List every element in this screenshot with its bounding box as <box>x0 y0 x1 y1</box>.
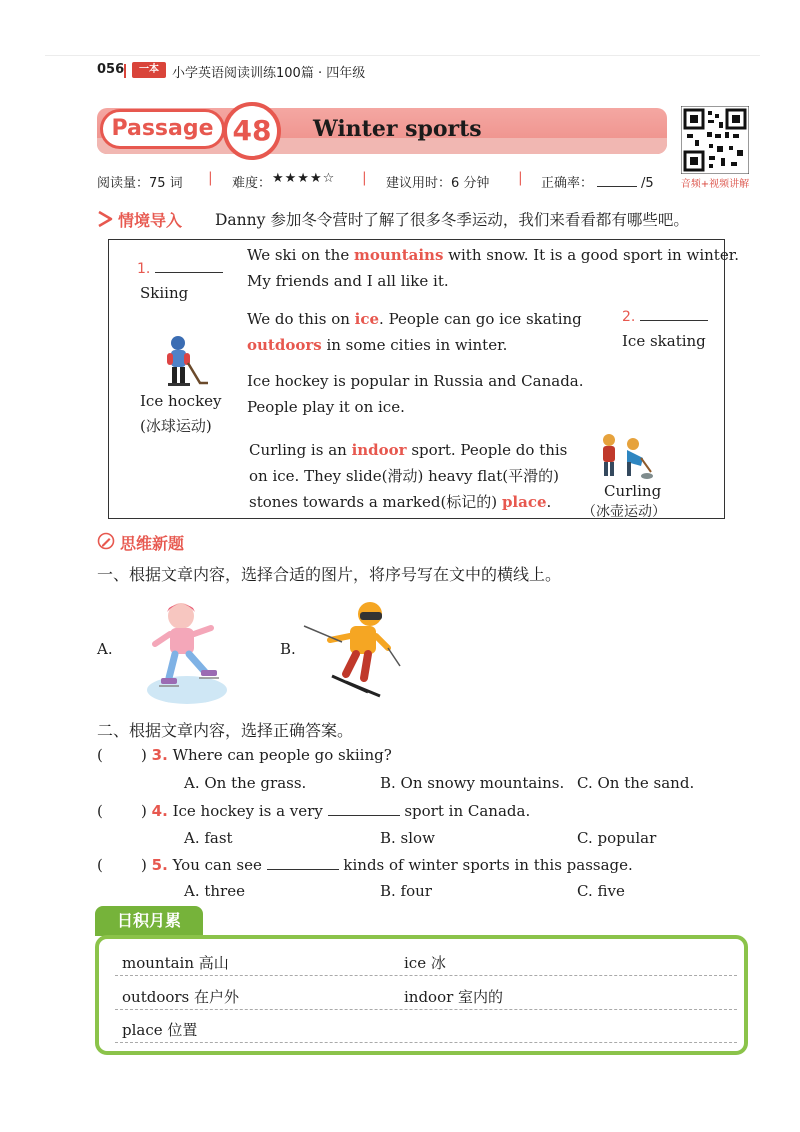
ice-hockey-chinese: (冰球运动) <box>140 417 212 435</box>
question-4-number: 4. <box>151 802 168 820</box>
question-4-text-b: sport in Canada. <box>399 802 531 820</box>
header-bar <box>124 64 126 78</box>
play-arrow-icon <box>97 210 113 228</box>
p4-line3-b: . <box>546 493 552 511</box>
q4-option-b: B. slow <box>380 829 435 847</box>
question-3 <box>97 746 392 764</box>
question-5 <box>97 855 633 874</box>
blank-2-number: 2. <box>622 309 636 325</box>
question-5-blank[interactable] <box>267 855 339 870</box>
question-5-text-b: kinds of winter sports in this passage. <box>338 856 633 874</box>
meta-separator: | <box>518 170 523 186</box>
vocab-word: outdoors 在户外 <box>122 988 240 1006</box>
meta-separator: | <box>362 170 367 186</box>
p3-line2: People play it on ice. <box>247 398 405 416</box>
question-5-number: 5. <box>151 856 168 874</box>
intro-heading: 情境导入 <box>118 211 183 230</box>
p4-line3-a: stones towards a marked(标记的) <box>249 493 502 511</box>
p4-text-a: Curling is an <box>249 441 352 459</box>
qr-caption: 音频+视频讲解 <box>680 179 750 190</box>
skier-illustration <box>302 596 402 700</box>
blank-1 <box>137 258 223 277</box>
brand-logo: 一本 <box>132 62 166 78</box>
picture-a-label: A. <box>97 640 113 658</box>
curling-chinese: （冰壶运动） <box>582 504 666 520</box>
vocab-word: indoor 室内的 <box>404 988 504 1006</box>
difficulty-label: 难度： <box>232 176 272 191</box>
thinking-heading: 思维新题 <box>120 534 185 553</box>
answer-bracket-5[interactable]: ( ) <box>97 856 147 874</box>
vocab-divider <box>115 1042 737 1043</box>
vocab-divider <box>115 1009 737 1010</box>
vocab-divider <box>115 975 737 976</box>
blank-1-number: 1. <box>137 261 151 277</box>
p2-text-a: We do this on <box>247 310 355 328</box>
q4-option-a: A. fast <box>184 829 233 847</box>
question-4 <box>97 801 530 820</box>
intro-text: Danny 参加冬令营时了解了很多冬季运动，我们来看看都有哪些吧。 <box>215 211 689 229</box>
question-5-text-a: You can see <box>172 856 267 874</box>
paragraph-curling <box>249 437 567 515</box>
curling-label: Curling <box>604 482 662 500</box>
vocab-heading: 日积月累 <box>95 906 203 936</box>
q3-option-a: A. On the grass. <box>184 774 307 792</box>
question-3-number: 3. <box>151 746 168 764</box>
p2-highlight-2: outdoors <box>247 336 322 354</box>
p4-highlight-2: place <box>501 493 547 511</box>
book-title: 小学英语阅读训练100篇 · 四年级 <box>172 66 366 81</box>
vocab-word: mountain 高山 <box>122 954 229 972</box>
ice-hockey-label: Ice hockey <box>140 392 222 410</box>
p1-text-a: We ski on the <box>247 246 354 264</box>
pencil-circle-icon <box>97 532 115 550</box>
skiing-label: Skiing <box>140 284 189 302</box>
question-4-text-a: Ice hockey is a very <box>172 802 328 820</box>
question-3-text: Where can people go skiing? <box>172 746 392 764</box>
top-divider <box>45 55 760 56</box>
difficulty-stars: ★★★★☆ <box>272 171 336 186</box>
p2-highlight-1: ice <box>354 310 380 328</box>
question-4-blank[interactable] <box>328 801 400 816</box>
q3-option-c: C. On the sand. <box>577 774 695 792</box>
accuracy-blank[interactable] <box>597 174 637 187</box>
curling-players-icon <box>597 432 655 484</box>
passage-number: 48 <box>223 102 281 160</box>
p3-line1: Ice hockey is popular in Russia and Canada. <box>247 372 584 390</box>
vocab-word: place 位置 <box>122 1021 198 1039</box>
paragraph-hockey <box>247 368 584 420</box>
paragraph-skiing <box>247 242 739 294</box>
p2-text-c: in some cities in winter. <box>321 336 508 354</box>
p1-text-b: with snow. It is a good sport in winter. <box>443 246 739 264</box>
q5-option-a: A. three <box>184 882 245 900</box>
part-2-instruction: 二、根据文章内容，选择正确答案。 <box>97 721 354 740</box>
suggested-time: 建议用时：6 分钟 <box>386 176 490 191</box>
picture-b-label: B. <box>280 640 296 658</box>
q3-option-b: B. On snowy mountains. <box>380 774 565 792</box>
part-1-instruction: 一、根据文章内容，选择合适的图片，将序号写在文中的横线上。 <box>97 565 562 584</box>
paragraph-skating <box>247 306 582 358</box>
blank-1-line[interactable] <box>155 258 223 273</box>
blank-2 <box>622 306 708 325</box>
answer-bracket-3[interactable]: ( ) <box>97 746 147 764</box>
accuracy <box>541 172 654 191</box>
accuracy-total: /5 <box>641 176 654 191</box>
word-count: 阅读量：75 词 <box>97 176 183 191</box>
q5-option-b: B. four <box>380 882 432 900</box>
q5-option-c: C. five <box>577 882 625 900</box>
p4-highlight-1: indoor <box>351 441 407 459</box>
p1-highlight: mountains <box>354 246 444 264</box>
meta-separator: | <box>208 170 213 186</box>
p2-text-b: . People can go ice skating <box>379 310 582 328</box>
answer-bracket-4[interactable]: ( ) <box>97 802 147 820</box>
p1-line2: My friends and I all like it. <box>247 272 449 290</box>
q4-option-c: C. popular <box>577 829 657 847</box>
ice-skating-label: Ice skating <box>622 332 706 350</box>
ice-skater-illustration <box>145 598 230 706</box>
qr-code-icon[interactable] <box>681 106 749 174</box>
accuracy-label: 正确率： <box>541 176 594 191</box>
p4-line2: on ice. They slide(滑动) heavy flat(平滑的) <box>249 467 559 485</box>
page-number: 056 <box>97 62 125 77</box>
passage-label: Passage <box>100 109 225 149</box>
hockey-player-icon <box>150 335 210 390</box>
passage-title: Winter sports <box>313 116 482 142</box>
blank-2-line[interactable] <box>640 306 708 321</box>
vocab-word: ice 冰 <box>404 954 446 972</box>
p4-text-b: sport. People do this <box>406 441 568 459</box>
